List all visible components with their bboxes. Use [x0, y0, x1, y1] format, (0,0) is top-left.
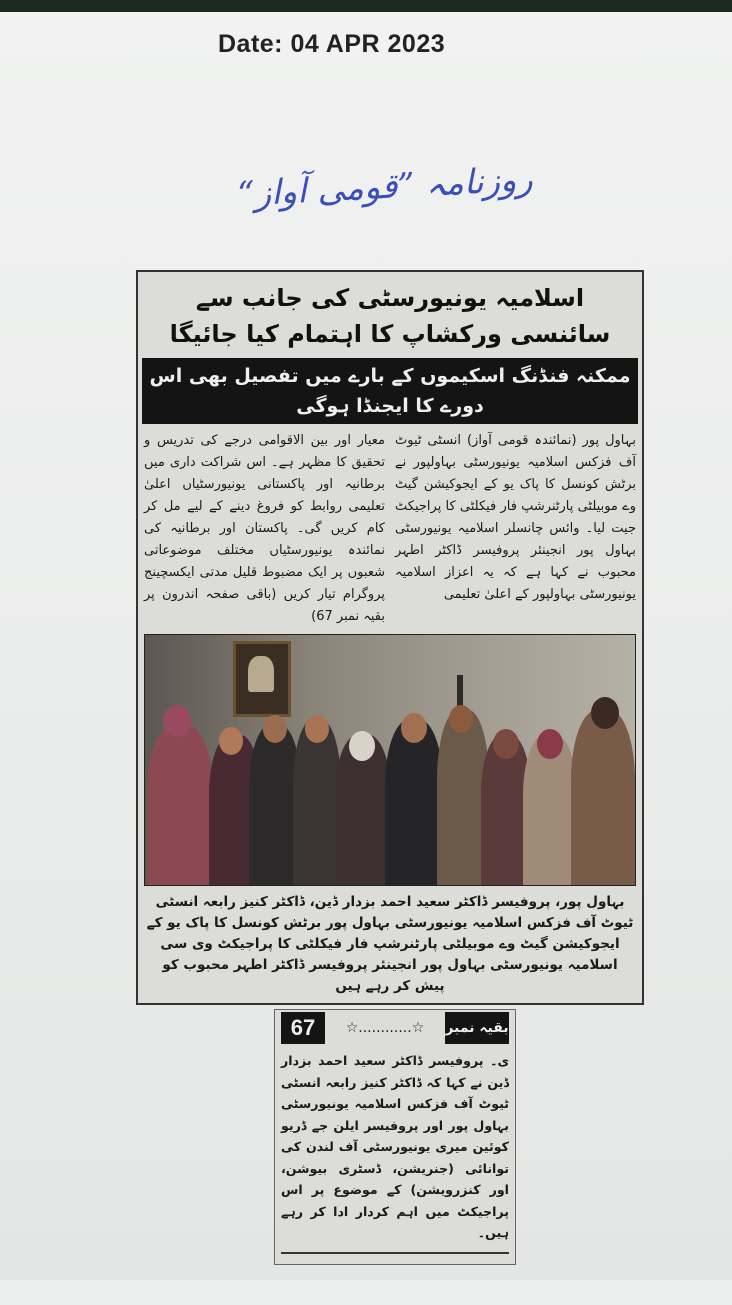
article-column-left: معیار اور بین الاقوامی درجے کی تدریس و تحقیق کا مظہر ہے۔ اس شراکت داری میں برطانیہ اور پاکستانی یونیورسٹیاں اعلیٰ تعلیمی روابط کو فروغ دینے کے لیے مل کر کام کریں گی۔ پاکستان اور برطانیہ کی نمائندہ یونیورسٹیاں مختلف موضوعاتی شعبوں پر ایک مضبوط قلیل مدتی ایکسچینج پروگرام تیار کریں (باقی صفحہ اندرون پر بقیہ نمبر 67)	[144, 433, 385, 624]
person	[385, 720, 443, 885]
continuation-number: 67	[281, 1012, 325, 1044]
handwritten-newspaper-name: روزنامہ ”قومی آواز“	[236, 159, 534, 215]
headline: اسلامیہ یونیورسٹی کی جانب سے سائنسی ورکشاپ کا اہتمام کیا جائیگا	[169, 284, 611, 348]
star-divider: ☆............☆	[345, 1020, 425, 1036]
person-head	[163, 705, 191, 737]
person-head	[537, 729, 563, 759]
person-head	[493, 729, 519, 759]
article-columns	[142, 430, 638, 628]
portrait-frame	[233, 641, 291, 717]
person	[147, 725, 213, 885]
divider	[281, 1252, 509, 1254]
person	[293, 720, 341, 885]
article-column-right: بہاول پور (نمائندہ قومی آواز) انسٹی ٹیوٹ آف فزکس اسلامیہ یونیورسٹی بہاولپور نے برٹش کونسل کا پاک یو کے ایجوکیشن گیٹ وے موبیلٹی پارٹنرشپ فار فیکلٹی کا پراجیکٹ جیت لیا۔ وائس چانسلر اسلامیہ یونیورسٹی بہاول پور انجینئر پروفیسر ڈاکٹر اطہر محبوب نے کہا ہے کہ یہ اعزاز اسلامیہ یونیورسٹی بہاولپور کے اعلیٰ تعلیمی	[395, 433, 636, 602]
continuation-body: ی۔ پروفیسر ڈاکٹر سعید احمد بزدار ڈین نے کہا کہ ڈاکٹر کنیز رابعہ انسٹی ٹیوٹ آف فزکس اسلامیہ یونیورسٹی بہاول پور اور پروفیسر ایلن جے ڈریو کوئین میری یونیورسٹی آف لندن کی توانائی (جنریشن، ڈسٹری بیوشن، اور کنزرویشن) کے موضوع پر اس پراجیکٹ میں اہم کردار ادا کر رہے ہیں۔	[281, 1053, 509, 1240]
news-clipping	[136, 270, 644, 1005]
continuation-clipping	[274, 1009, 516, 1265]
news-photo	[144, 634, 636, 886]
person	[571, 710, 635, 885]
person-head	[401, 713, 427, 743]
person-head	[219, 727, 243, 755]
person-head	[591, 697, 619, 729]
person-head	[349, 731, 375, 761]
person-head	[263, 715, 287, 743]
continuation-header	[281, 1012, 509, 1044]
person-head	[449, 705, 473, 733]
date-stamp: Date: 04 APR 2023	[218, 30, 446, 58]
subheadline-banner: ممکنہ فنڈنگ اسکیموں کے بارے میں تفصیل بھی اس دورے کا ایجنڈا ہوگی	[142, 358, 638, 424]
clippings-stack	[0, 270, 732, 1305]
person-head	[305, 715, 329, 743]
photo-caption: بہاول پور، پروفیسر ڈاکٹر سعید احمد بزدار ڈین، ڈاکٹر کنیز رابعہ انسٹی ٹیوٹ آف فزکس اسلامیہ یونیورسٹی بہاول پور برٹش کونسل کا پاک یو کے ایجوکیشن گیٹ وے موبیلٹی پارٹنرشپ فار فیکلٹی کا پراجیکٹ وی سی اسلامیہ یونیورسٹی بہاول پور انجینئر پروفیسر ڈاکٹر اطہر محبوب کو پیش کر رہے ہیں	[146, 894, 634, 994]
continuation-label: بقیہ نمبر	[445, 1012, 509, 1044]
